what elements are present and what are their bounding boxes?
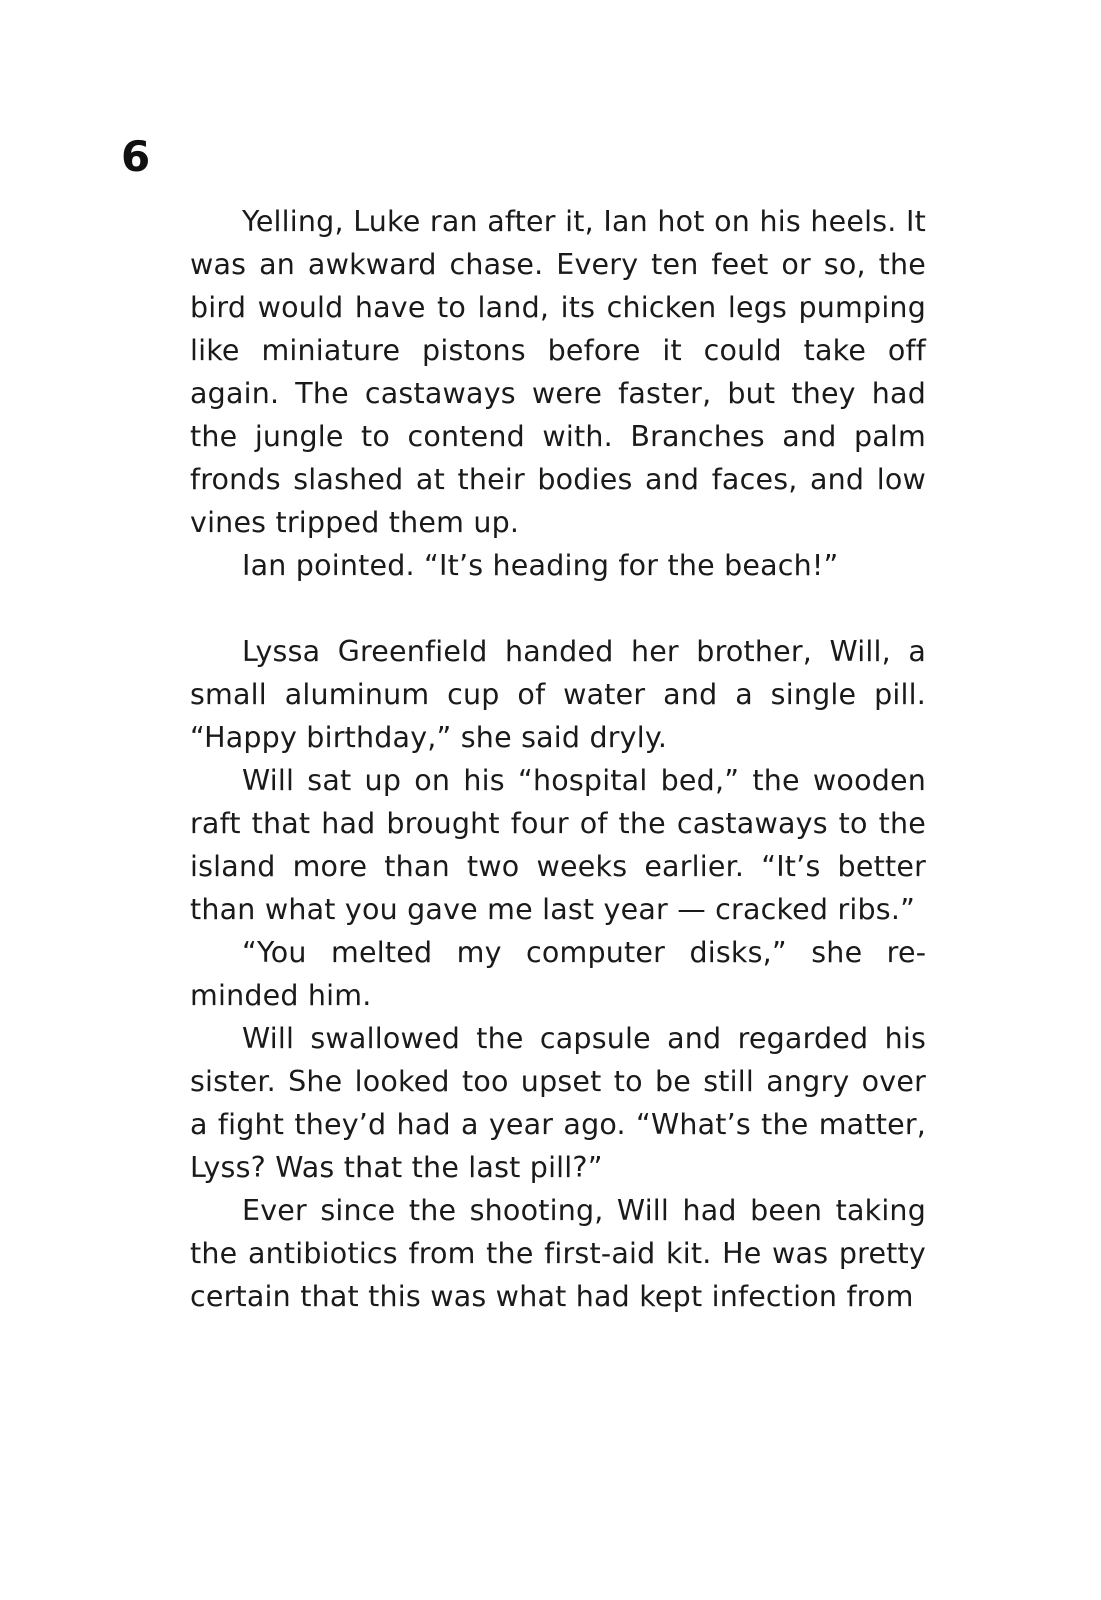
paragraph-lyssa-pill: Lyssa Greenfield handed her brother, Will, a small aluminum cup of water and a single pill. “Happy birthday,” she said dryly. bbox=[190, 635, 926, 754]
page-number: 6 bbox=[121, 132, 151, 181]
section-break bbox=[190, 587, 926, 630]
body-text bbox=[190, 200, 926, 1318]
paragraph-antibiotics: Ever since the shooting, Will had been taking the antibiotics from the first-aid kit. He was pretty certain that this was what had kept infection from bbox=[190, 1194, 926, 1313]
paragraph-chase: Yelling, Luke ran after it, Ian hot on his heels. It was an awkward chase. Every ten feet or so, the bird would have to land, its chicken legs pumping like miniature pistons before it could take off again. The castaways were faster, but they had the jungle to contend with. Branches and palm fronds slashed at their bodies and faces, and low vines tripped them up. bbox=[190, 205, 926, 539]
paragraph-capsule: Will swallowed the capsule and regarded his sister. She looked too upset to be still angry over a fight they’d had a year ago. “What’s the matter, Lyss? Was that the last pill?” bbox=[190, 1022, 926, 1184]
paragraph-computer-disks: “You melted my computer disks,” she reminded him. bbox=[190, 936, 926, 1012]
paragraph-ian-points: Ian pointed. “It’s heading for the beach!” bbox=[242, 549, 839, 582]
paragraph-will-raft: Will sat up on his “hospital bed,” the wooden raft that had brought four of the castaways to the island more than two weeks earlier. “It’s better than what you gave me last year — cracked ribs.” bbox=[190, 764, 926, 926]
